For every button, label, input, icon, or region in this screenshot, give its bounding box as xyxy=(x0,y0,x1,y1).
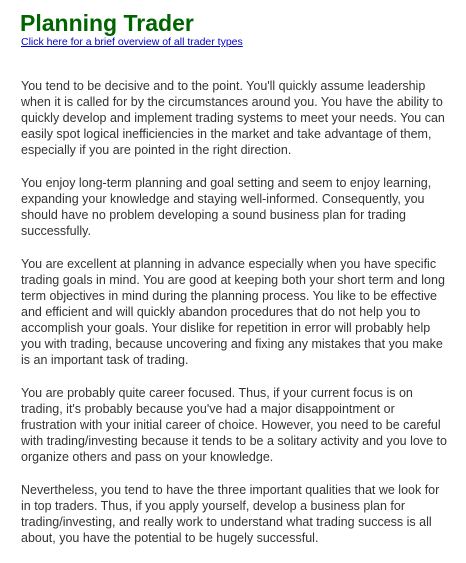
paragraph-qualities: Nevertheless, you tend to have the three important qualities that we look for in top traders. Thus, if you apply yourself, develop a business plan for trading/investing, and really work to understand what trading success is all about, you have the potential to be hugely successful. xyxy=(21,483,440,545)
trader-types-overview-link[interactable]: Click here for a brief overview of all trader types xyxy=(21,36,243,48)
page-title: Planning Trader xyxy=(20,10,194,36)
paragraph-excellent: You are excellent at planning in advance especially when you have specific trading goals in mind. You are good at keeping both your short term and long term objectives in mind during the planning process. You like to be effective and efficient and will quickly abandon procedures that do not help you to accomplish your goals. Your dislike for repetition in error will probably help you with trading, because uncovering and fixing any mistakes that you make is an important task of trading. xyxy=(21,257,445,367)
paragraph-planning: You enjoy long-term planning and goal setting and seem to enjoy learning, expanding your knowledge and staying well-informed. Consequently, you should have no problem developing a sound business plan for trading successfully. xyxy=(21,176,432,238)
profile-description xyxy=(21,78,449,563)
paragraph-decisive: You tend to be decisive and to the point. You'll quickly assume leadership when it is called for by the circumstances around you. You have the ability to quickly develop and implement trading systems to meet your needs. You can easily spot logical inefficiencies in the market and take advantage of them, especially if you are pointed in the right direction. xyxy=(21,79,445,157)
paragraph-career: You are probably quite career focused. Thus, if your current focus is on trading, it's probably because you've had a major disappointment or frustration with your initial career of choice. However, you need to be careful with trading/investing because it tends to be a solitary activity and you love to organize others and pass on your knowledge. xyxy=(21,386,447,464)
